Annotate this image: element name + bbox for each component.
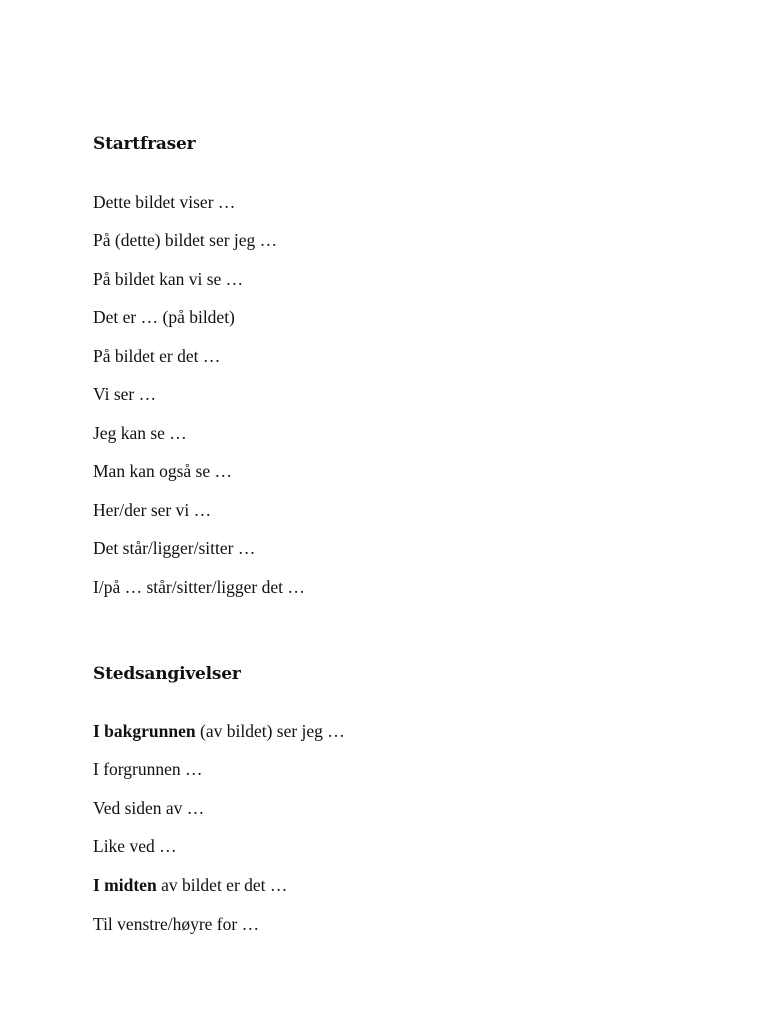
phrase-line: Dette bildet viser … — [93, 192, 236, 212]
section-heading-startfraser: Startfraser — [93, 134, 196, 154]
phrase-rest-part: av bildet er det … — [156, 875, 288, 895]
phrase-bold-part: I midten — [93, 875, 157, 895]
phrase-bold-part: I bakgrunnen — [93, 721, 196, 741]
phrase-rest-part: (av bildet) ser jeg … — [195, 721, 345, 741]
phrase-line: På bildet er det … — [93, 346, 221, 366]
phrase-line — [93, 720, 345, 742]
phrase-line: Til venstre/høyre for … — [93, 914, 260, 934]
phrase-line: I/på … står/sitter/ligger det … — [93, 577, 305, 597]
phrase-line: På bildet kan vi se … — [93, 269, 244, 289]
phrase-line: Ved siden av … — [93, 798, 205, 818]
phrase-line: Her/der ser vi … — [93, 500, 212, 520]
section-heading-stedsangivelser: Stedsangivelser — [93, 664, 241, 684]
phrase-line: Jeg kan se … — [93, 423, 187, 443]
phrase-line: Det står/ligger/sitter … — [93, 538, 256, 558]
phrase-line — [93, 874, 287, 896]
document-page — [93, 0, 733, 1024]
phrase-line: Man kan også se … — [93, 461, 233, 481]
phrase-line: På (dette) bildet ser jeg … — [93, 230, 278, 250]
phrase-line: Vi ser … — [93, 384, 157, 404]
phrase-line: Det er … (på bildet) — [93, 307, 235, 327]
phrase-line: I forgrunnen … — [93, 759, 203, 779]
phrase-line: Like ved … — [93, 836, 177, 856]
